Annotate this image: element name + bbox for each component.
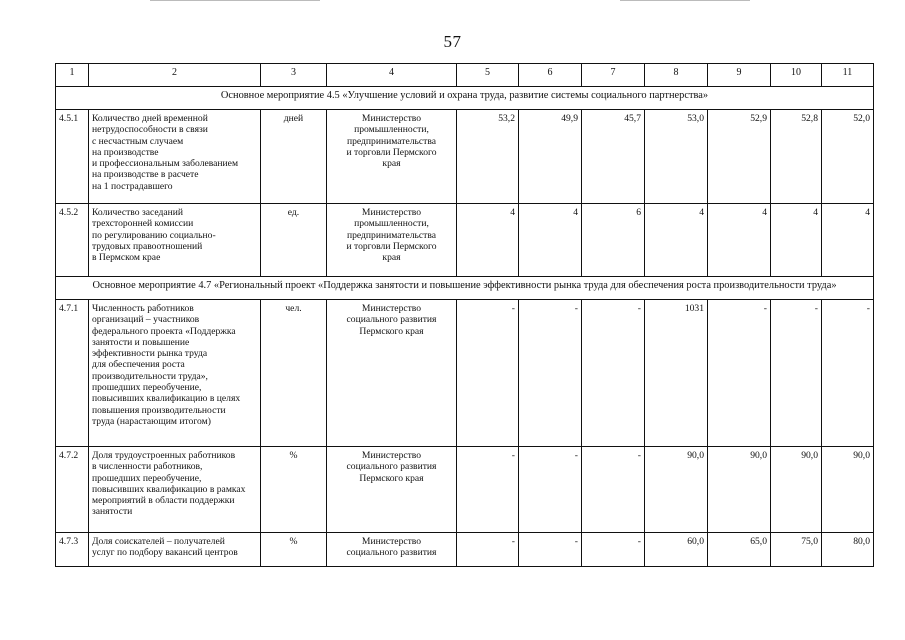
column-number: 6 [519, 64, 582, 87]
row-code: 4.7.3 [56, 533, 89, 567]
row-code: 4.5.2 [56, 204, 89, 277]
unit: % [261, 447, 327, 533]
value-cell: 53,2 [457, 110, 519, 204]
value-cell: - [582, 447, 645, 533]
column-number: 10 [771, 64, 822, 87]
value-cell: 90,0 [822, 447, 874, 533]
value-cell: - [582, 533, 645, 567]
value-cell: - [457, 447, 519, 533]
value-cell: 90,0 [708, 447, 771, 533]
value-cell: - [519, 447, 582, 533]
value-cell: 1031 [645, 300, 708, 447]
value-cell: - [457, 533, 519, 567]
column-number: 2 [89, 64, 261, 87]
column-number: 3 [261, 64, 327, 87]
value-cell: 52,8 [771, 110, 822, 204]
value-cell: 52,0 [822, 110, 874, 204]
indicators-table [55, 63, 874, 567]
indicator-name: Численность работников организаций – участников федерального проекта «Поддержка занятости и повышение эффективности рынка труда для обеспечения роста производительности труда», прошедших переобучение, повысивших квалификацию в целях повышения производительности труда (нарастающим итогом) [89, 300, 261, 447]
table-row [56, 447, 874, 533]
value-cell: - [519, 300, 582, 447]
executor: Министерство промышленности, предпринимательства и торговли Пермского края [327, 110, 457, 204]
section-title: Основное мероприятие 4.7 «Региональный проект «Поддержка занятости и повышение эффективности рынка труда для обеспечения роста производительности труда» [56, 277, 874, 300]
column-number: 5 [457, 64, 519, 87]
value-cell: - [708, 300, 771, 447]
value-cell: 75,0 [771, 533, 822, 567]
indicator-name: Доля соискателей – получателей услуг по подбору вакансий центров [89, 533, 261, 567]
column-number: 4 [327, 64, 457, 87]
value-cell: 4 [645, 204, 708, 277]
indicator-name: Количество дней временной нетрудоспособности в связи с несчастным случаем на производстве и профессиональным заболеванием на производстве в расчете на 1 пострадавшего [89, 110, 261, 204]
column-number: 9 [708, 64, 771, 87]
column-number: 1 [56, 64, 89, 87]
table-row [56, 533, 874, 567]
unit: дней [261, 110, 327, 204]
unit: ед. [261, 204, 327, 277]
value-cell: 4 [771, 204, 822, 277]
value-cell: 4 [708, 204, 771, 277]
value-cell: - [519, 533, 582, 567]
indicator-name: Доля трудоустроенных работников в численности работников, прошедших переобучение, повысивших квалификацию в рамках мероприятий в области поддержки занятости [89, 447, 261, 533]
section-header [56, 277, 874, 300]
value-cell: 90,0 [645, 447, 708, 533]
row-code: 4.5.1 [56, 110, 89, 204]
executor: Министерство промышленности, предпринимательства и торговли Пермского края [327, 204, 457, 277]
indicator-name: Количество заседаний трехсторонней комиссии по регулированию социально- трудовых правоотношений в Пермском крае [89, 204, 261, 277]
value-cell: 53,0 [645, 110, 708, 204]
value-cell: 52,9 [708, 110, 771, 204]
value-cell: 49,9 [519, 110, 582, 204]
value-cell: 4 [519, 204, 582, 277]
value-cell: - [582, 300, 645, 447]
scan-edge-left [150, 0, 320, 1]
value-cell: 80,0 [822, 533, 874, 567]
unit: % [261, 533, 327, 567]
value-cell: 4 [822, 204, 874, 277]
value-cell: - [771, 300, 822, 447]
executor: Министерство социального развития Пермского края [327, 300, 457, 447]
value-cell: - [457, 300, 519, 447]
column-number: 8 [645, 64, 708, 87]
value-cell: 65,0 [708, 533, 771, 567]
executor: Министерство социального развития Пермского края [327, 447, 457, 533]
value-cell: 4 [457, 204, 519, 277]
value-cell: 60,0 [645, 533, 708, 567]
section-title: Основное мероприятие 4.5 «Улучшение условий и охрана труда, развитие системы социального партнерства» [56, 87, 874, 110]
unit: чел. [261, 300, 327, 447]
scan-edge-right [620, 0, 750, 1]
section-header [56, 87, 874, 110]
table-row [56, 110, 874, 204]
column-number-row [56, 64, 874, 87]
table-row [56, 204, 874, 277]
value-cell: - [822, 300, 874, 447]
executor: Министерство социального развития [327, 533, 457, 567]
row-code: 4.7.2 [56, 447, 89, 533]
table-row [56, 300, 874, 447]
value-cell: 6 [582, 204, 645, 277]
value-cell: 45,7 [582, 110, 645, 204]
column-number: 7 [582, 64, 645, 87]
row-code: 4.7.1 [56, 300, 89, 447]
page-number: 57 [443, 32, 462, 51]
column-number: 11 [822, 64, 874, 87]
value-cell: 90,0 [771, 447, 822, 533]
